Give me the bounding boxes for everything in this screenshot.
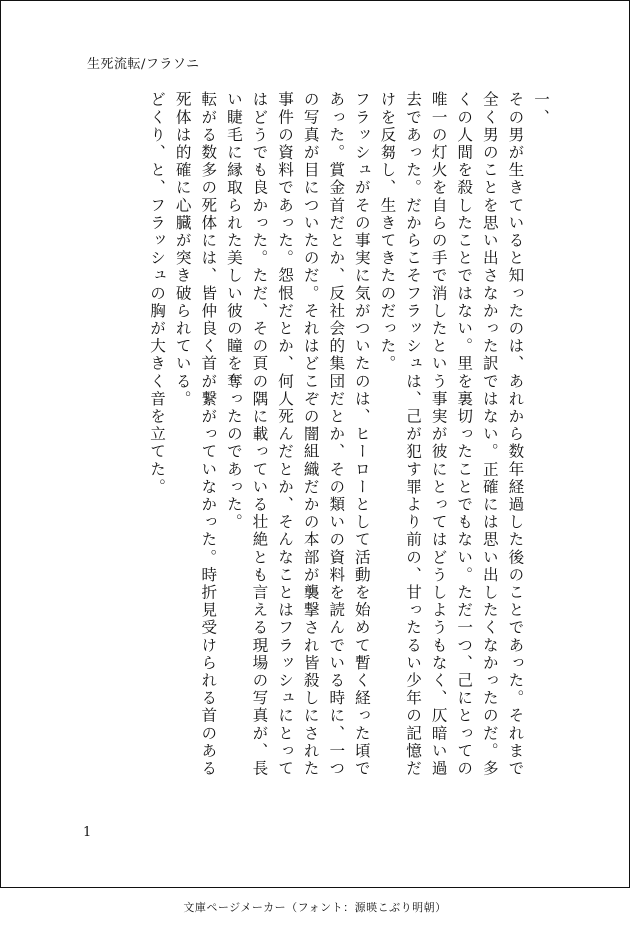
paragraph-4: どくり、と、フラッシュの胸が大きく音を立てた。 <box>148 91 167 496</box>
vertical-body-text <box>83 91 553 791</box>
paragraph-3: 転がる数多の死体には、皆仲良く首が繋がっていなかった。時折見受けられる首のある死体は的確に心臓が突き破られている。 <box>173 91 218 778</box>
chapter-mark: 一、 <box>532 91 550 127</box>
footer-credit: 文庫ページメーカー（フォント：源暎こぶり明朝） <box>183 901 447 914</box>
running-header-title: 生死流転/フラソニ <box>87 57 200 72</box>
page-number: 1 <box>83 825 92 840</box>
paragraph-1: その男が生きていると知ったのは、あれから数年経過した後のことであった。それまで全く男のことを思い出さなかった訳ではない。正確には思い出したくなかったのだ。多くの人間を殺したことではない。里を裏切ったことでもない。ただ一つ、己にとっての唯一の灯火を自らの手で消したという事実が彼にとってはどうしようもなく、仄暗い過去であった。だからこそフラッシュは、己が犯す罪より前の、甘ったるい少年の記憶だけを反芻し、生きてきたのだった。 <box>378 91 525 778</box>
paragraph-2: フラッシュがその事実に気がついたのは、ヒーローとして活動を始めて暫く経った頃であった。賞金首だとか、反社会的集団だとか、その類いの資料を読んでいる時に、一つの写真が目についたのだ。それはどこぞの闇組織だかの本部が襲撃され皆殺しにされた事件の資料であった。怨恨だとか、何人死んだとか、そんなことはフラッシュにとってはどうでも良かった。ただ、その頁の隅に載っている壮絶とも言える現場の写真が、長い睫毛に縁取られた美しい彼の瞳を奪ったのであった。 <box>224 91 371 778</box>
